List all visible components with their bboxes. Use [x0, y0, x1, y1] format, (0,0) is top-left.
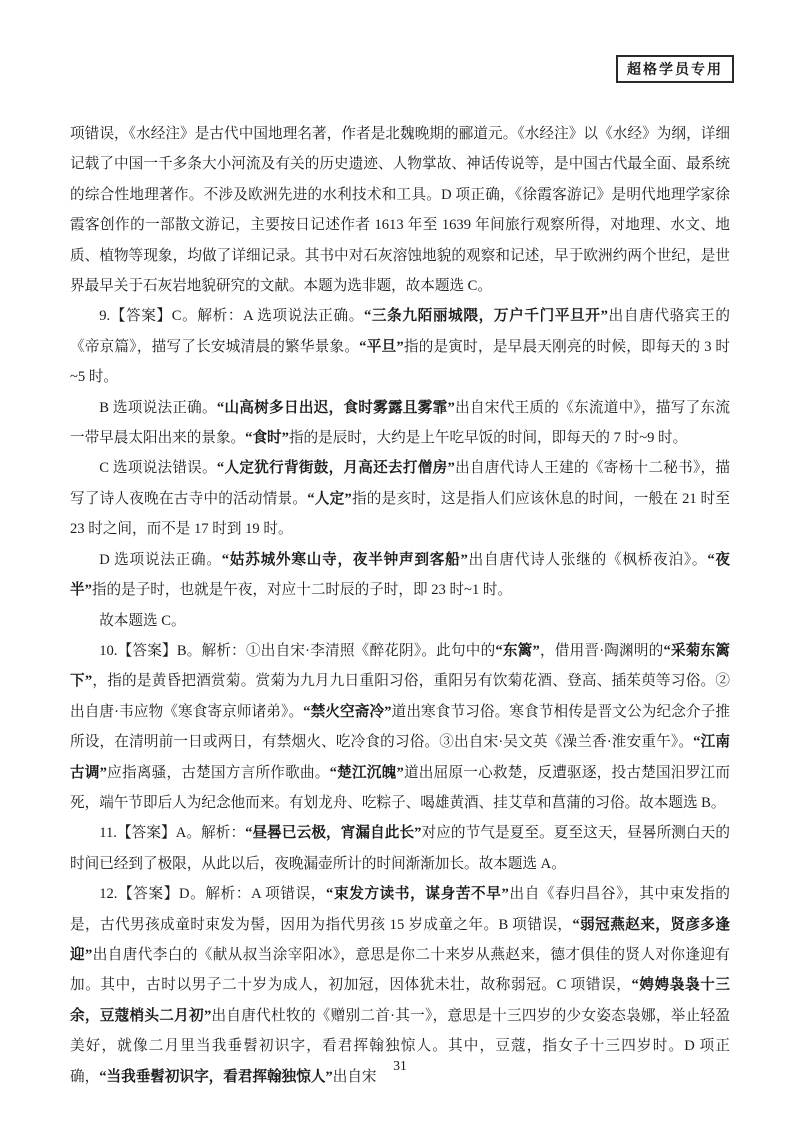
paragraph: [70, 636, 730, 818]
text-segment: 道出寒食节习俗。寒食节相传是晋文公为纪念介子推所设，在清明前一日或两日，有禁烟火、吃冷食的习俗。③出自宋·吴文英《澡兰香·淮安重午》。: [70, 703, 730, 751]
text-segment: 10.【答案】B。解析：①出自宋·李清照《醉花阴》。此句中的: [99, 642, 496, 659]
text-segment: C 选项说法错误。: [99, 460, 217, 477]
quoted-verse: “楚江沉魄”: [329, 764, 404, 781]
quoted-verse: “东篱”: [495, 642, 540, 659]
document-body: [70, 119, 730, 1092]
paragraph: [70, 119, 730, 301]
text-segment: ，借用晋·陶渊明的: [539, 642, 664, 659]
quoted-verse: “当我垂髫初识字，看君挥翰独惊人”: [99, 1068, 333, 1085]
text-segment: 指的是辰时，大约是上午吃早饭的时间，即每天的 7 时~9 时。: [288, 430, 688, 447]
text-segment: 项错误，《水经注》是古代中国地理名著，作者是北魏晚期的郦道元。《水经注》以《水经》为纲，详细记载了中国一千多条大小河流及有关的历史遗迹、人物掌故、神话传说等，是中国古代最全面、最系统的综合性地理著作。不涉及欧洲先进的水利技术和工具。D 项正确，《徐霞客游记》是明代地理学家徐霞客创作的一部散文游记，主要按日记述作者 1613 年至 1639 年间旅行观察所得，对地理、水文、地质、植物等现象，均做了详细记录。其书中对石灰溶蚀地貌的观察和记述，早于欧洲约两个世纪，是世界最早关于石灰岩地貌研究的文献。本题为选非题，故本题选 C。: [70, 126, 730, 295]
quoted-verse: “人定”: [307, 490, 352, 507]
text-segment: 道出屈原一心救楚，反遭驱逐，投古楚国汨罗江而死，端午节即后人为纪念他而来。有划龙舟、吃粽子、喝雄黄酒、挂艾草和菖蒲的习俗。故本题选 B。: [70, 764, 730, 811]
quoted-verse: “姑苏城外寒山寺，夜半钟声到客船”: [221, 551, 468, 568]
text-segment: 出自唐代骆宾王的《帝京篇》，描写了长安城清晨的繁华景象。: [70, 308, 730, 355]
quoted-verse: “弱冠燕赵来，贤彦多逢迎”: [70, 916, 730, 963]
text-segment: 出自唐代诗人王建的《寄杨十二秘书》，描写了诗人夜晚在古寺中的活动情景。: [70, 460, 730, 507]
text-segment: 出自宋: [332, 1068, 377, 1085]
paragraph: [70, 606, 730, 636]
text-segment: 出自《春归昌谷》，其中束发指的是，古代男孩成童时束发为髻，因用为指代男孩 15 岁成童之年。B 项错误，: [70, 886, 730, 933]
page-number: 31: [393, 1058, 407, 1073]
quoted-verse: “三条九陌丽城隈，万户千门平旦开”: [363, 308, 608, 325]
text-segment: B 选项说法正确。: [99, 399, 217, 416]
text-segment: 出自唐代李白的《献从叔当涂宰阳冰》，意思是你二十来岁从燕赵来，德才俱佳的贤人对你逢迎有加。其中，古时以男子二十岁为成人，初加冠，因体犹未壮，故称弱冠。C 项错误，: [70, 946, 730, 994]
text-segment: 12.【答案】D。解析：A 项错误，: [99, 886, 327, 903]
text-segment: 9.【答案】C。解析：A 选项说法正确。: [99, 308, 364, 325]
paragraph: [70, 453, 730, 544]
text-segment: 对应的节气是夏至。夏至这天，昼晷所测白天的时间已经到了极限，从此以后，夜晚漏壶所计的时间渐渐加长。故本题选 A。: [70, 825, 730, 872]
text-segment: D 选项说法正确。: [99, 551, 222, 568]
quoted-verse: “人定犹行背街鼓，月高还去打僧房”: [216, 460, 455, 477]
quoted-verse: “禁火空斋冷”: [303, 703, 392, 720]
text-segment: 指的是子时，也就是午夜，对应十二时辰的子时，即 23 时~1 时。: [91, 582, 513, 599]
quoted-verse: “平旦”: [359, 338, 404, 355]
paragraph: [70, 545, 730, 606]
paragraph: [70, 301, 730, 392]
text-segment: 故本题选 C。: [99, 612, 186, 629]
quoted-verse: “娉娉袅袅十三余，豆蔻梢头二月初”: [70, 977, 730, 1024]
text-segment: ，指的是黄昏把酒赏菊。赏菊为九月九日重阳习俗，重阳另有饮菊花酒、登高、插茱萸等习俗。②出自唐·韦应物《寒食寄京师诸弟》。: [70, 673, 730, 720]
paragraph: [70, 393, 730, 454]
quoted-verse: “夜半”: [70, 551, 730, 599]
quoted-verse: “采菊东篱下”: [70, 642, 730, 690]
quoted-verse: “食时”: [245, 430, 289, 447]
quoted-verse: “江南古调”: [70, 734, 730, 781]
quoted-verse: “昼晷已云极，宵漏自此长”: [245, 825, 422, 842]
text-segment: 指的是寅时，是早晨天刚亮的时候，即每天的 3 时~5 时。: [70, 338, 730, 386]
quoted-verse: “束发方读书，谋身苦不早”: [326, 886, 509, 903]
member-badge: 超格学员专用: [616, 55, 734, 83]
text-segment: 出自唐代诗人张继的《枫桥夜泊》。: [467, 551, 708, 568]
text-segment: 出自唐代杜牧的《赠别二首·其一》，意思是十三四岁的少女姿态袅娜，举止轻盈美好，就像二月里当我垂髫初识字，看君挥翰独惊人。其中，豆蔻，指女子十三四岁时。D 项正确，: [70, 1007, 730, 1085]
text-segment: 指的是亥时，这是指人们应该休息的时间，一般在 21 时至 23 时之间，而不是 17 时到 19 时。: [70, 490, 730, 538]
text-segment: 出自宋代王质的《东流道中》，描写了东流一带早晨太阳出来的景象。: [70, 399, 730, 447]
quoted-verse: “山高树多日出迟，食时雾露且雾霏”: [216, 399, 455, 416]
paragraph: [70, 818, 730, 879]
text-segment: 应指离骚，古楚国方言所作歌曲。: [106, 764, 330, 781]
text-segment: 11.【答案】A。解析：: [99, 825, 246, 842]
